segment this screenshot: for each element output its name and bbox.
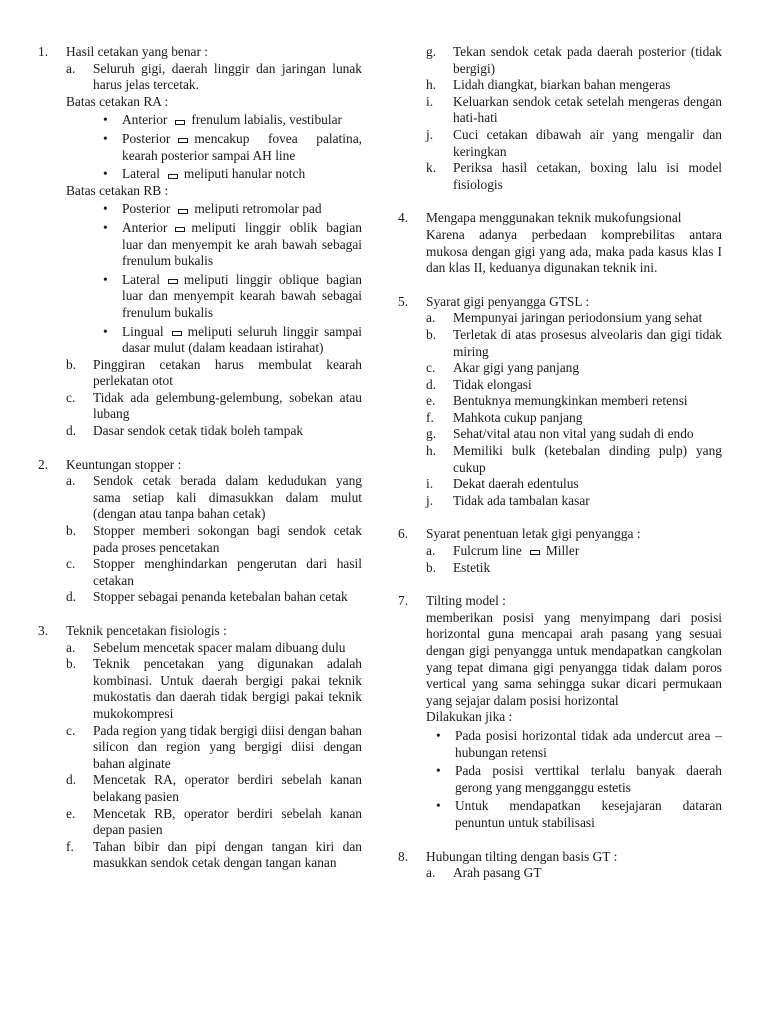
question-number: 6.	[398, 526, 409, 542]
item-text: Mempunyai jaringan periodonsium yang sehat	[453, 310, 703, 326]
question-3	[38, 623, 362, 872]
bullet-icon: •	[103, 219, 108, 235]
list-item	[426, 377, 722, 394]
bullet-desc: meliputi seluruh linggir sampai dasar mulut (dalam keadaan istirahat)	[122, 323, 362, 356]
item-text: Pada region yang tidak bergigi diisi dengan bahan silicon dan region yang bergigi diisi dengan bahan alginate	[93, 722, 362, 771]
list-item	[66, 523, 362, 556]
rectangle-symbol-icon	[168, 279, 178, 284]
question-title: Keuntungan stopper :	[66, 456, 182, 472]
item-letter: j.	[426, 492, 434, 508]
bullet-term: Posterior	[122, 201, 171, 217]
item-letter: b.	[426, 326, 437, 342]
list-item	[426, 327, 722, 360]
item-letter: d.	[66, 423, 77, 439]
list-item	[66, 723, 362, 773]
bullet-desc: mencakup fovea palatina, kearah posterior sampai AH line	[122, 130, 362, 163]
rb-heading: Batas cetakan RB :	[66, 182, 169, 198]
list-item	[66, 357, 362, 390]
item-text: Seluruh gigi, daerah linggir dan jaringan lunak harus jelas tercetak.	[93, 60, 362, 93]
question-3-continued	[398, 44, 722, 193]
bullet-text: Untuk mendapatkan kesejajaran dataran penuntun untuk stabilisasi	[455, 798, 722, 830]
list-item	[426, 493, 722, 510]
question-number: 2.	[38, 456, 49, 472]
bullet-item	[93, 166, 362, 183]
bullet-term: Lateral	[122, 166, 160, 182]
question-number: 3.	[38, 623, 49, 638]
item-letter: g.	[426, 44, 437, 59]
question-title: Syarat gigi penyangga GTSL :	[426, 293, 590, 309]
item-letter: a.	[426, 543, 436, 559]
list-item	[426, 410, 722, 427]
bullet-icon: •	[436, 727, 441, 743]
list-item	[426, 127, 722, 160]
item-desc: Miller	[545, 543, 580, 559]
list-item	[66, 423, 362, 440]
question-number: 7.	[398, 593, 409, 609]
item-text: Teknik pencetakan yang digunakan adalah kombinasi. Untuk daerah bergigi pakai teknik mukostatis dan daerah tidak bergigi pakai teknik mukokompresi	[93, 656, 362, 721]
list-item	[66, 61, 362, 357]
question-7	[398, 593, 722, 831]
question-title: Hubungan tilting dengan basis GT :	[426, 848, 618, 864]
question-number: 8.	[398, 848, 409, 864]
item-text: Memiliki bulk (ketebalan dinding pulp) yang cukup	[453, 443, 722, 475]
question-title: Tilting model :	[426, 593, 506, 609]
item-letter: b.	[66, 356, 77, 372]
item-letter: c.	[66, 722, 76, 738]
item-letter: b.	[426, 559, 437, 575]
rectangle-symbol-icon	[530, 550, 540, 555]
bullet-term: Anterior	[122, 219, 168, 235]
list-item	[426, 426, 722, 443]
rectangle-symbol-icon	[175, 120, 185, 125]
item-letter: c.	[66, 556, 76, 572]
list-item	[66, 656, 362, 722]
question-title: Mengapa menggunakan teknik mukofungsional	[426, 210, 682, 226]
item-text: Tekan sendok cetak pada daerah posterior (tidak bergigi)	[453, 44, 722, 76]
question-number: 1.	[38, 44, 49, 59]
list-item	[66, 806, 362, 839]
bullet-icon: •	[103, 323, 108, 339]
item-text: Sehat/vital atau non vital yang sudah di endo	[453, 426, 694, 442]
list-item	[66, 772, 362, 805]
item-letter: e.	[426, 393, 436, 409]
item-letter: c.	[426, 360, 436, 376]
item-letter: g.	[426, 426, 437, 442]
list-item	[426, 476, 722, 493]
bullet-desc: meliputi linggir oblique bagian luar dan menyempit kearah bawah sebagai frenulum bukalis	[122, 271, 362, 320]
item-letter: d.	[66, 589, 77, 605]
item-text: Stopper sebagai penanda ketebalan bahan cetak	[93, 589, 348, 605]
rectangle-symbol-icon	[168, 174, 178, 179]
bullet-desc: frenulum labialis, vestibular	[191, 112, 342, 128]
left-column	[38, 44, 362, 872]
list-item	[66, 589, 362, 606]
item-text: Pinggiran cetakan harus membulat kearah perlekatan otot	[93, 356, 362, 389]
item-letter: b.	[66, 656, 77, 672]
list-item	[426, 443, 722, 476]
item-text: Lidah diangkat, biarkan bahan mengeras	[453, 77, 671, 93]
item-text: Akar gigi yang panjang	[453, 360, 580, 376]
item-letter: a.	[66, 60, 76, 76]
question-1	[38, 44, 362, 440]
list-item	[66, 839, 362, 872]
item-letter: d.	[426, 376, 437, 392]
list-item	[426, 393, 722, 410]
bullet-desc: meliputi retromolar pad	[194, 201, 322, 217]
bullet-item	[426, 728, 722, 761]
item-letter: k.	[426, 160, 437, 176]
item-letter: a.	[426, 865, 436, 881]
list-item	[426, 543, 722, 560]
list-item	[426, 160, 722, 193]
item-term: Fulcrum line	[453, 543, 522, 559]
item-text: Mahkota cukup panjang	[453, 409, 583, 425]
item-text: Keluarkan sendok cetak setelah mengeras dengan hati-hati	[453, 93, 722, 126]
right-column	[398, 44, 722, 882]
list-item	[426, 77, 722, 94]
list-item	[426, 360, 722, 377]
bullet-desc: meliputi hanular notch	[183, 166, 306, 182]
bullet-term: Anterior	[122, 112, 168, 128]
item-letter: c.	[66, 389, 76, 405]
bullet-item	[93, 324, 362, 357]
bullet-text: Pada posisi horizontal tidak ada undercut area – hubungan retensi	[455, 727, 722, 760]
ra-heading: Batas cetakan RA :	[66, 93, 169, 109]
item-letter: f.	[426, 409, 434, 425]
bullet-item	[426, 763, 722, 796]
question-8	[398, 849, 722, 882]
question-2	[38, 457, 362, 606]
question-number: 4.	[398, 210, 409, 226]
answer-paragraph: Karena adanya perbedaan komprebilitas antara mukosa dengan gigi yang ada, maka pada kasus klas I dan klas II, keduanya digunakan teknik ini.	[426, 226, 722, 276]
question-6	[398, 526, 722, 576]
list-item	[426, 310, 722, 327]
item-text: Tidak ada gelembung-gelembung, sobekan atau lubang	[93, 389, 362, 422]
item-letter: j.	[426, 126, 434, 142]
bullet-term: Posterior	[122, 130, 171, 146]
list-item	[426, 44, 722, 77]
item-text: Periksa hasil cetakan, boxing lalu isi model fisiologis	[453, 160, 722, 192]
bullet-item	[93, 112, 362, 129]
question-title: Syarat penentuan letak gigi penyangga :	[426, 526, 641, 542]
list-item	[66, 473, 362, 523]
list-item	[426, 94, 722, 127]
bullet-item	[93, 131, 362, 164]
bullet-item	[93, 272, 362, 322]
condition-heading: Dilakukan jika :	[426, 709, 513, 725]
bullet-item	[93, 201, 362, 218]
rectangle-symbol-icon	[178, 209, 188, 214]
question-number: 5.	[398, 293, 409, 309]
item-text: Tidak ada tambalan kasar	[453, 492, 590, 508]
bullet-icon: •	[103, 112, 108, 128]
bullet-icon: •	[103, 130, 108, 146]
item-letter: a.	[66, 473, 76, 489]
bullet-desc: meliputi linggir oblik bagian luar dan menyempit ke arah bawah sebagai frenulum bukalis	[122, 219, 362, 269]
list-item	[66, 390, 362, 423]
item-letter: h.	[426, 443, 437, 459]
answer-paragraph: memberikan posisi yang menyimpang dari posisi horizontal guna mencapai arah pasang yang sesuai dengan gigi penyangga untuk mendapatkan cangkolan yang tepat dimana gigi penyangga tidak dalam poros vertical yang sama sehingga sukar dicari permukaan yang sejajar dalam posisi horizontal	[426, 609, 722, 708]
item-letter: h.	[426, 77, 437, 93]
item-text: Mencetak RB, operator berdiri sebelah kanan depan pasien	[93, 805, 362, 838]
bullet-icon: •	[103, 201, 108, 217]
item-text: Sendok cetak berada dalam kedudukan yang sama setiap kali dimasukkan dalam mulut (dengan atau tanpa bahan cetak)	[93, 473, 362, 522]
list-item	[426, 865, 722, 882]
item-text: Dekat daerah edentulus	[453, 476, 579, 492]
item-text: Sebelum mencetak spacer malam dibuang dulu	[93, 639, 346, 655]
bullet-term: Lingual	[122, 323, 164, 339]
question-5	[398, 294, 722, 510]
bullet-icon: •	[103, 166, 108, 182]
item-text: Terletak di atas prosesus alveolaris dan gigi tidak miring	[453, 326, 722, 359]
item-letter: b.	[66, 523, 77, 539]
item-letter: a.	[66, 639, 76, 655]
rectangle-symbol-icon	[175, 227, 185, 232]
item-letter: d.	[66, 772, 77, 788]
bullet-icon: •	[436, 798, 441, 814]
list-item	[66, 556, 362, 589]
item-text: Arah pasang GT	[453, 865, 542, 881]
bullet-item	[426, 798, 722, 831]
item-text: Cuci cetakan dibawah air yang mengalir dan keringkan	[453, 126, 722, 159]
rectangle-symbol-icon	[178, 138, 188, 143]
bullet-icon: •	[103, 271, 108, 287]
question-4	[398, 210, 722, 276]
question-title: Teknik pencetakan fisiologis :	[66, 623, 227, 638]
item-text: Dasar sendok cetak tidak boleh tampak	[93, 423, 304, 439]
item-letter: f.	[66, 838, 74, 854]
item-letter: a.	[426, 310, 436, 326]
list-item	[66, 640, 362, 657]
item-letter: i.	[426, 476, 434, 492]
item-text: Stopper memberi sokongan bagi sendok cetak pada proses pencetakan	[93, 523, 362, 555]
rectangle-symbol-icon	[172, 331, 182, 336]
item-text: Tahan bibir dan pipi dengan tangan kiri dan masukkan sendok cetak dengan tangan kanan	[93, 838, 362, 871]
item-text: Estetik	[453, 559, 491, 575]
item-letter: e.	[66, 805, 76, 821]
question-title: Hasil cetakan yang benar :	[66, 44, 209, 59]
item-text: Mencetak RA, operator berdiri sebelah kanan belakang pasien	[93, 772, 362, 804]
item-letter: i.	[426, 93, 434, 109]
bullet-text: Pada posisi verttikal terlalu banyak daerah gerong yang mengganggu estetis	[455, 763, 722, 795]
item-text: Stopper menghindarkan pengerutan dari hasil cetakan	[93, 556, 362, 588]
item-text: Tidak elongasi	[453, 376, 532, 392]
item-text: Bentuknya memungkinkan memberi retensi	[453, 393, 688, 409]
list-item	[426, 560, 722, 577]
bullet-term: Lateral	[122, 271, 160, 287]
bullet-item	[93, 220, 362, 270]
bullet-icon: •	[436, 763, 441, 779]
